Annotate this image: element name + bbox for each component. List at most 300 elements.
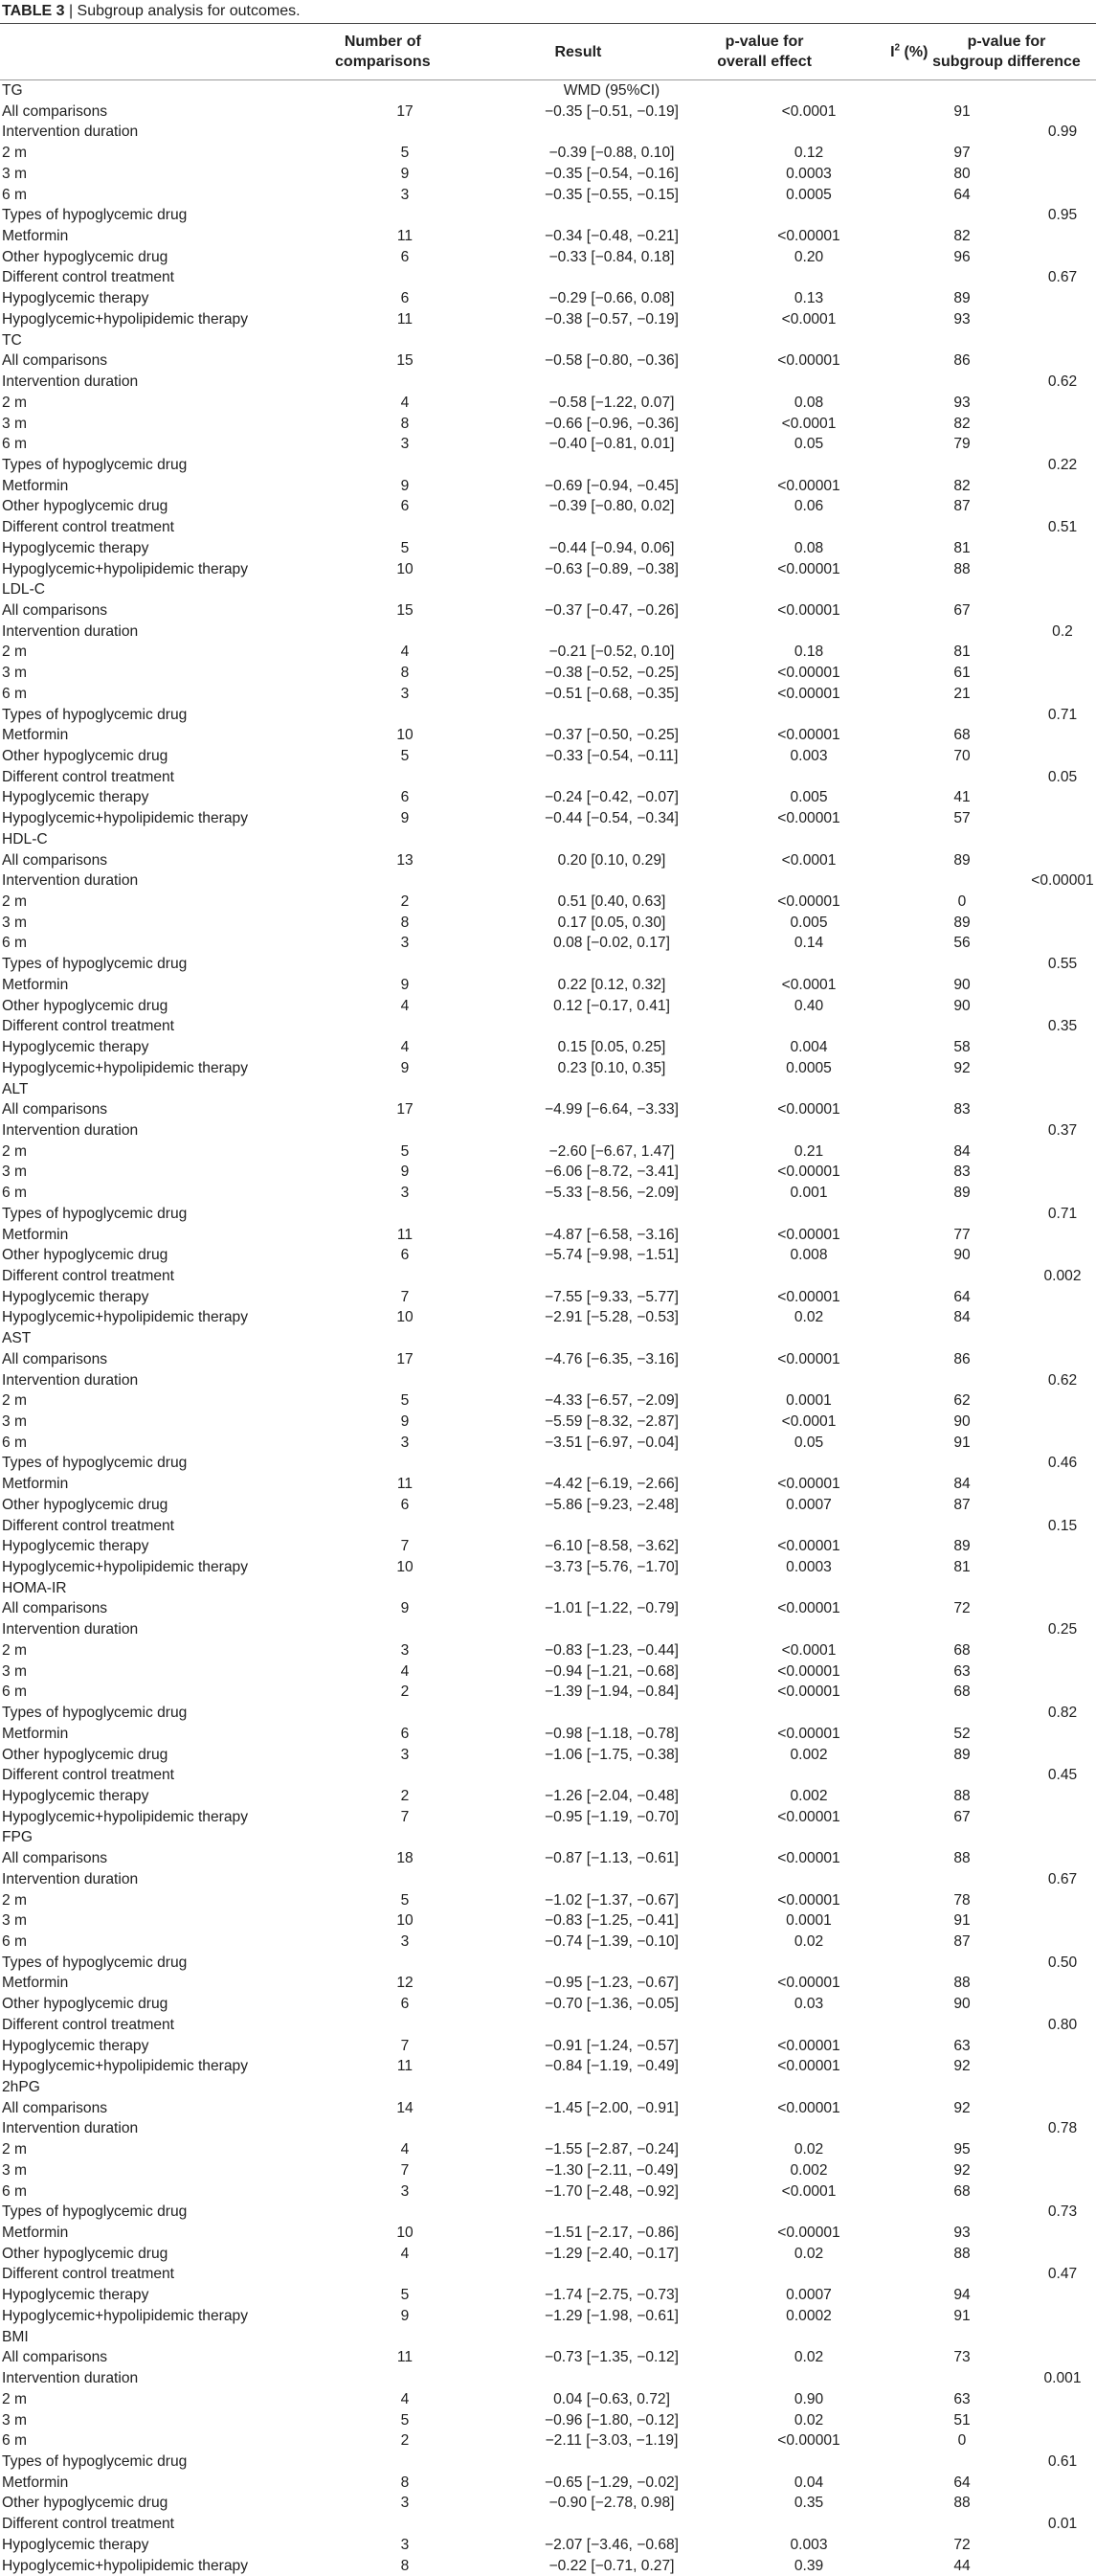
cell-i2: 57 — [953, 810, 971, 827]
table-row — [0, 1307, 1096, 1328]
table-row — [0, 1328, 1096, 1349]
cell-result — [501, 205, 723, 226]
cell-p-subgroup — [1029, 1536, 1096, 1557]
cell-p-overall: 0.0005 — [786, 186, 832, 203]
cell-result: −1.30 [−2.11, −0.49] — [545, 2161, 679, 2179]
cell-p-overall: 0.06 — [794, 498, 824, 515]
table-row — [0, 2015, 1096, 2036]
table-row — [0, 1474, 1096, 1495]
cell-p-overall: <0.00001 — [777, 810, 840, 827]
cell-subgroup: Different control treatment — [2, 2516, 174, 2533]
cell-result: −0.33 [−0.54, −0.11] — [545, 748, 679, 764]
cell-result — [501, 2077, 723, 2098]
cell-i2: 93 — [953, 2225, 971, 2242]
cell-p-overall: 0.0007 — [786, 2287, 832, 2304]
cell-comparisons: 4 — [400, 997, 410, 1014]
cell-p-overall — [723, 205, 895, 226]
cell-subgroup: Hypoglycemic therapy — [2, 1538, 149, 1555]
cell-subgroup: Different control treatment — [2, 1267, 174, 1284]
cell-i2: 88 — [953, 1787, 971, 1804]
cell-result: −0.38 [−0.52, −0.25] — [544, 665, 680, 682]
cell-p-subgroup — [1029, 1307, 1096, 1328]
cell-p-subgroup — [1029, 808, 1096, 829]
cell-comparisons: 8 — [400, 2557, 410, 2574]
table-row — [0, 2306, 1096, 2327]
cell-i2: 0 — [957, 2432, 967, 2450]
cell-comparisons: 6 — [400, 1725, 410, 1742]
cell-comparisons — [309, 1703, 501, 1724]
cell-i2: 88 — [953, 560, 971, 577]
cell-p-overall: <0.00001 — [777, 477, 840, 494]
cell-i2 — [895, 1516, 1029, 1537]
cell-comparisons: 7 — [400, 1288, 410, 1305]
cell-p-subgroup — [1029, 600, 1096, 621]
cell-subgroup: TC — [2, 331, 22, 349]
cell-i2: 63 — [953, 2037, 971, 2054]
cell-i2 — [895, 80, 1029, 102]
table-row — [0, 1120, 1096, 1141]
cell-p-subgroup — [1029, 2139, 1096, 2160]
cell-p-overall — [723, 330, 895, 351]
table-row — [0, 1287, 1096, 1308]
cell-result — [501, 1016, 723, 1037]
cell-p-overall: <0.0001 — [781, 2182, 837, 2200]
cell-result — [501, 1578, 723, 1599]
cell-result: −0.96 [−1.80, −0.12] — [544, 2411, 680, 2429]
cell-p-subgroup — [1029, 933, 1096, 954]
cell-i2: 64 — [953, 2474, 971, 2491]
cell-p-overall: <0.0001 — [781, 1413, 837, 1430]
cell-result — [501, 455, 723, 476]
table-row — [0, 1848, 1096, 1869]
cell-comparisons — [309, 1516, 501, 1537]
cell-i2: 94 — [953, 2287, 971, 2304]
cell-subgroup: FPG — [2, 1829, 34, 1846]
cell-i2: 90 — [953, 1413, 971, 1430]
cell-i2: 81 — [953, 644, 971, 661]
cell-subgroup: 2 m — [2, 1142, 27, 1160]
cell-p-overall: <0.00001 — [777, 352, 840, 370]
cell-p-subgroup: 0.35 — [1047, 1018, 1078, 1035]
cell-p-overall: <0.0001 — [781, 851, 837, 869]
table-row — [0, 1370, 1096, 1391]
cell-p-subgroup — [1029, 393, 1096, 414]
cell-i2 — [895, 372, 1029, 393]
cell-subgroup: All comparisons — [2, 352, 108, 370]
table-row — [0, 1453, 1096, 1474]
cell-comparisons — [309, 1370, 501, 1391]
cell-p-subgroup: 0.47 — [1047, 2266, 1078, 2283]
table-header — [0, 23, 1096, 80]
table-row — [0, 2098, 1096, 2119]
cell-p-subgroup — [1029, 746, 1096, 767]
cell-p-subgroup — [1029, 226, 1096, 247]
header-col-p-subgroup-line1: p-value for — [967, 34, 1046, 50]
cell-comparisons — [309, 1016, 501, 1037]
cell-p-subgroup — [1029, 330, 1096, 351]
cell-i2: 82 — [953, 477, 971, 494]
cell-result: −1.02 [−1.37, −0.67] — [544, 1891, 680, 1909]
header-col-comparisons-line1: Number of — [344, 34, 421, 50]
cell-comparisons: 4 — [400, 2390, 410, 2407]
cell-subgroup: Intervention duration — [2, 1621, 139, 1638]
cell-p-subgroup: 0.71 — [1047, 706, 1078, 723]
cell-p-overall: 0.004 — [790, 1039, 828, 1056]
cell-comparisons: 4 — [400, 1662, 410, 1680]
cell-result: −0.39 [−0.80, 0.02] — [548, 498, 675, 515]
cell-subgroup: ALT — [2, 1080, 29, 1097]
cell-result: −4.87 [−6.58, −3.16] — [544, 1226, 680, 1243]
cell-i2: 87 — [953, 1496, 971, 1513]
cell-comparisons: 3 — [400, 685, 410, 702]
cell-p-subgroup — [1029, 1724, 1096, 1745]
cell-subgroup: 2 m — [2, 1891, 27, 1909]
cell-subgroup: 2 m — [2, 2390, 27, 2407]
cell-p-overall — [723, 2077, 895, 2098]
cell-p-subgroup — [1029, 1578, 1096, 1599]
cell-i2: 64 — [953, 186, 971, 203]
table-row — [0, 1869, 1096, 1890]
cell-comparisons — [309, 205, 501, 226]
cell-p-overall — [723, 80, 895, 102]
cell-subgroup: All comparisons — [2, 2099, 108, 2116]
cell-subgroup: Hypoglycemic therapy — [2, 2536, 149, 2553]
table-row — [0, 933, 1096, 954]
header-col-i2-base: I — [890, 43, 895, 60]
cell-result: −0.83 [−1.25, −0.41] — [544, 1912, 680, 1930]
cell-subgroup: Types of hypoglycemic drug — [2, 2452, 188, 2470]
cell-result — [501, 1765, 723, 1786]
cell-subgroup: Metformin — [2, 1725, 69, 1742]
cell-i2 — [895, 2327, 1029, 2348]
table-row — [0, 913, 1096, 934]
cell-i2 — [895, 1266, 1029, 1287]
cell-i2: 84 — [953, 1142, 971, 1160]
cell-i2 — [895, 705, 1029, 726]
cell-p-subgroup — [1029, 1557, 1096, 1578]
cell-result: −0.22 [−0.71, 0.27] — [548, 2557, 675, 2574]
cell-subgroup: All comparisons — [2, 2349, 108, 2366]
table-row — [0, 829, 1096, 850]
cell-p-overall: <0.00001 — [777, 1808, 840, 1825]
cell-p-overall — [723, 2514, 895, 2535]
cell-subgroup: All comparisons — [2, 1850, 108, 1867]
table-row — [0, 1225, 1096, 1246]
cell-p-subgroup — [1029, 2056, 1096, 2077]
table-row — [0, 621, 1096, 643]
table-row — [0, 2160, 1096, 2181]
cell-p-overall — [723, 2015, 895, 2036]
table-row — [0, 2410, 1096, 2431]
cell-comparisons: 3 — [400, 1641, 410, 1659]
cell-result — [501, 2327, 723, 2348]
cell-subgroup: TG — [2, 82, 23, 99]
cell-p-overall: <0.0001 — [781, 1641, 837, 1659]
cell-result: 0.23 [0.10, 0.35] — [557, 1059, 666, 1076]
header-col-p-overall-line1: p-value for — [725, 34, 804, 50]
table-row — [0, 642, 1096, 663]
cell-subgroup: 3 m — [2, 2161, 27, 2179]
table-row — [0, 1204, 1096, 1225]
cell-i2: 64 — [953, 1288, 971, 1305]
cell-p-subgroup: 0.55 — [1047, 956, 1078, 973]
cell-i2: 79 — [953, 436, 971, 453]
cell-i2: 63 — [953, 2390, 971, 2407]
cell-i2: 91 — [953, 1912, 971, 1930]
cell-p-overall: 0.005 — [790, 914, 828, 931]
cell-subgroup: Other hypoglycemic drug — [2, 1996, 168, 2013]
cell-p-subgroup — [1029, 434, 1096, 455]
cell-result: −4.42 [−6.19, −2.66] — [544, 1476, 680, 1493]
cell-i2: 88 — [953, 1850, 971, 1867]
table-row — [0, 1724, 1096, 1745]
cell-result — [501, 829, 723, 850]
cell-p-subgroup — [1029, 1890, 1096, 1911]
cell-subgroup: Types of hypoglycemic drug — [2, 2203, 188, 2221]
cell-p-subgroup: 0.25 — [1047, 1621, 1078, 1638]
cell-subgroup: 3 m — [2, 1413, 27, 1430]
cell-subgroup: Intervention duration — [2, 1121, 139, 1139]
table-caption — [0, 0, 1096, 23]
cell-i2: 95 — [953, 2141, 971, 2158]
cell-p-subgroup — [1029, 850, 1096, 871]
table-row — [0, 1390, 1096, 1412]
cell-comparisons: 7 — [400, 2161, 410, 2179]
cell-result: −5.86 [−9.23, −2.48] — [544, 1496, 680, 1513]
cell-p-subgroup — [1029, 2410, 1096, 2431]
cell-comparisons: 18 — [396, 1850, 414, 1867]
cell-p-overall — [723, 1079, 895, 1100]
cell-p-overall — [723, 372, 895, 393]
cell-p-subgroup — [1029, 1682, 1096, 1703]
table-row — [0, 1536, 1096, 1557]
cell-comparisons — [309, 2077, 501, 2098]
cell-i2: 67 — [953, 1808, 971, 1825]
cell-comparisons: 5 — [400, 1891, 410, 1909]
table-row — [0, 496, 1096, 517]
cell-subgroup: 6 m — [2, 1185, 27, 1202]
cell-i2: 91 — [953, 102, 971, 120]
cell-result — [501, 579, 723, 600]
cell-result — [501, 1266, 723, 1287]
cell-result: −0.35 [−0.51, −0.19] — [544, 102, 680, 120]
cell-p-overall: <0.00001 — [777, 893, 840, 911]
cell-i2: 81 — [953, 539, 971, 556]
cell-subgroup: Other hypoglycemic drug — [2, 498, 168, 515]
cell-subgroup: Different control treatment — [2, 1517, 174, 1534]
cell-subgroup: Intervention duration — [2, 2370, 139, 2387]
cell-p-overall: <0.0001 — [781, 976, 837, 993]
cell-p-subgroup — [1029, 1183, 1096, 1204]
table-row — [0, 1495, 1096, 1516]
cell-subgroup: 6 m — [2, 2432, 27, 2450]
cell-subgroup: All comparisons — [2, 1600, 108, 1617]
cell-p-overall: <0.00001 — [777, 1226, 840, 1243]
cell-result: −2.11 [−3.03, −1.19] — [545, 2432, 679, 2450]
cell-result: −1.01 [−1.22, −0.79] — [544, 1600, 680, 1617]
cell-p-overall: 0.05 — [794, 436, 824, 453]
table-row — [0, 80, 1096, 102]
cell-p-subgroup: 0.15 — [1047, 1517, 1078, 1534]
table-row — [0, 1162, 1096, 1183]
cell-result — [501, 2118, 723, 2139]
cell-subgroup: Hypoglycemic therapy — [2, 539, 149, 556]
cell-i2: 63 — [953, 1662, 971, 1680]
table-row — [0, 393, 1096, 414]
cell-i2 — [895, 2514, 1029, 2535]
cell-comparisons: 9 — [400, 976, 410, 993]
table-row — [0, 1099, 1096, 1120]
cell-comparisons — [309, 2327, 501, 2348]
cell-p-subgroup — [1029, 1099, 1096, 1120]
cell-comparisons: 2 — [400, 1683, 410, 1701]
cell-result: −0.83 [−1.23, −0.44] — [544, 1641, 680, 1659]
table-row — [0, 1183, 1096, 1204]
table-row — [0, 2223, 1096, 2244]
cell-subgroup: Metformin — [2, 228, 69, 245]
cell-p-overall: <0.00001 — [777, 1288, 840, 1305]
cell-i2: 92 — [953, 1059, 971, 1076]
cell-subgroup: 6 m — [2, 2182, 27, 2200]
cell-p-overall — [723, 1328, 895, 1349]
cell-comparisons: 15 — [396, 352, 414, 370]
table-row — [0, 1953, 1096, 1974]
cell-result: −0.34 [−0.48, −0.21] — [544, 228, 680, 245]
table-row — [0, 1058, 1096, 1079]
table-row — [0, 1349, 1096, 1370]
header-col-subgroup — [0, 24, 292, 79]
cell-result: WMD (95%CI) — [563, 82, 660, 99]
cell-p-subgroup — [1029, 2430, 1096, 2452]
cell-result: 0.20 [0.10, 0.29] — [557, 851, 666, 869]
cell-result: −0.29 [−0.66, 0.08] — [548, 290, 675, 307]
cell-subgroup: All comparisons — [2, 851, 108, 869]
cell-i2: 90 — [953, 976, 971, 993]
cell-i2 — [895, 1328, 1029, 1349]
cell-subgroup: Metformin — [2, 477, 69, 494]
cell-comparisons: 6 — [400, 248, 410, 265]
cell-comparisons: 8 — [400, 914, 410, 931]
table-row — [0, 164, 1096, 185]
cell-p-overall: <0.00001 — [777, 1891, 840, 1909]
cell-i2 — [895, 579, 1029, 600]
cell-i2: 88 — [953, 1975, 971, 1992]
cell-comparisons: 15 — [396, 601, 414, 619]
table-row — [0, 1682, 1096, 1703]
cell-i2: 88 — [953, 2495, 971, 2512]
cell-p-subgroup — [1029, 247, 1096, 268]
cell-result: −1.39 [−1.94, −0.84] — [544, 1683, 680, 1701]
cell-p-subgroup — [1029, 2160, 1096, 2181]
table-row — [0, 414, 1096, 435]
cell-p-overall: 0.0005 — [786, 1059, 832, 1076]
cell-p-subgroup — [1029, 559, 1096, 580]
cell-i2 — [895, 2015, 1029, 2036]
cell-subgroup: 2 m — [2, 644, 27, 661]
cell-comparisons — [309, 1619, 501, 1640]
table-caption-separator: | — [68, 3, 74, 19]
cell-result: −0.44 [−0.94, 0.06] — [548, 539, 675, 556]
cell-i2: 89 — [953, 914, 971, 931]
cell-p-overall — [723, 767, 895, 788]
cell-comparisons: 5 — [400, 2287, 410, 2304]
cell-i2 — [895, 1953, 1029, 1974]
cell-p-subgroup: 0.95 — [1047, 207, 1078, 224]
cell-result: −7.55 [−9.33, −5.77] — [544, 1288, 680, 1305]
cell-result — [501, 517, 723, 538]
cell-p-subgroup — [1029, 1910, 1096, 1932]
cell-comparisons: 9 — [400, 1600, 410, 1617]
cell-p-subgroup — [1029, 538, 1096, 559]
cell-comparisons: 3 — [400, 2536, 410, 2553]
table-row — [0, 1516, 1096, 1537]
cell-p-subgroup — [1029, 2493, 1096, 2514]
cell-i2 — [895, 122, 1029, 143]
header-col-p-subgroup — [917, 24, 1096, 79]
cell-subgroup: Other hypoglycemic drug — [2, 2495, 168, 2512]
cell-p-subgroup — [1029, 2077, 1096, 2098]
cell-comparisons — [309, 2368, 501, 2389]
cell-result: −0.84 [−1.19, −0.49] — [544, 2058, 680, 2075]
cell-p-subgroup — [1029, 496, 1096, 517]
cell-p-overall: 0.21 — [794, 1142, 824, 1160]
cell-p-subgroup: 0.37 — [1047, 1121, 1078, 1139]
table-row — [0, 247, 1096, 268]
cell-p-overall: 0.003 — [790, 2536, 828, 2553]
table-row — [0, 330, 1096, 351]
cell-comparisons: 2 — [400, 2432, 410, 2450]
cell-result: −5.59 [−8.32, −2.87] — [544, 1413, 680, 1430]
cell-subgroup: Types of hypoglycemic drug — [2, 956, 188, 973]
header-col-i2-sup: 2 — [894, 42, 901, 54]
cell-i2: 92 — [953, 2099, 971, 2116]
cell-comparisons — [309, 517, 501, 538]
cell-p-subgroup — [1029, 1037, 1096, 1058]
cell-comparisons: 9 — [400, 1413, 410, 1430]
cell-comparisons: 10 — [396, 1309, 414, 1326]
table-caption-label: TABLE 3 — [2, 3, 65, 19]
cell-p-overall: <0.00001 — [777, 1538, 840, 1555]
table-row — [0, 1557, 1096, 1578]
cell-comparisons: 13 — [396, 851, 414, 869]
cell-result: −0.98 [−1.18, −0.78] — [544, 1725, 680, 1742]
table-row — [0, 2368, 1096, 2389]
cell-p-subgroup — [1029, 1661, 1096, 1683]
cell-i2 — [895, 954, 1029, 975]
cell-subgroup: Hypoglycemic therapy — [2, 2037, 149, 2054]
cell-result: −0.37 [−0.50, −0.25] — [544, 727, 680, 744]
cell-subgroup: Different control treatment — [2, 1767, 174, 1784]
cell-comparisons — [309, 2202, 501, 2223]
cell-i2: 82 — [953, 415, 971, 432]
table-row — [0, 1412, 1096, 1433]
cell-comparisons — [309, 122, 501, 143]
cell-i2: 88 — [953, 2245, 971, 2262]
cell-p-subgroup — [1029, 829, 1096, 850]
cell-i2: 92 — [953, 2058, 971, 2075]
table-row — [0, 1807, 1096, 1828]
table-row — [0, 954, 1096, 975]
cell-comparisons: 6 — [400, 1996, 410, 2013]
cell-p-overall: <0.00001 — [777, 2099, 840, 2116]
cell-result: 0.51 [0.40, 0.63] — [557, 893, 666, 911]
cell-p-overall: 0.001 — [790, 1185, 828, 1202]
cell-p-overall: 0.0002 — [786, 2307, 832, 2324]
cell-subgroup: LDL-C — [2, 581, 46, 599]
cell-p-subgroup — [1029, 1495, 1096, 1516]
table-row — [0, 2118, 1096, 2139]
cell-comparisons: 3 — [400, 2495, 410, 2512]
